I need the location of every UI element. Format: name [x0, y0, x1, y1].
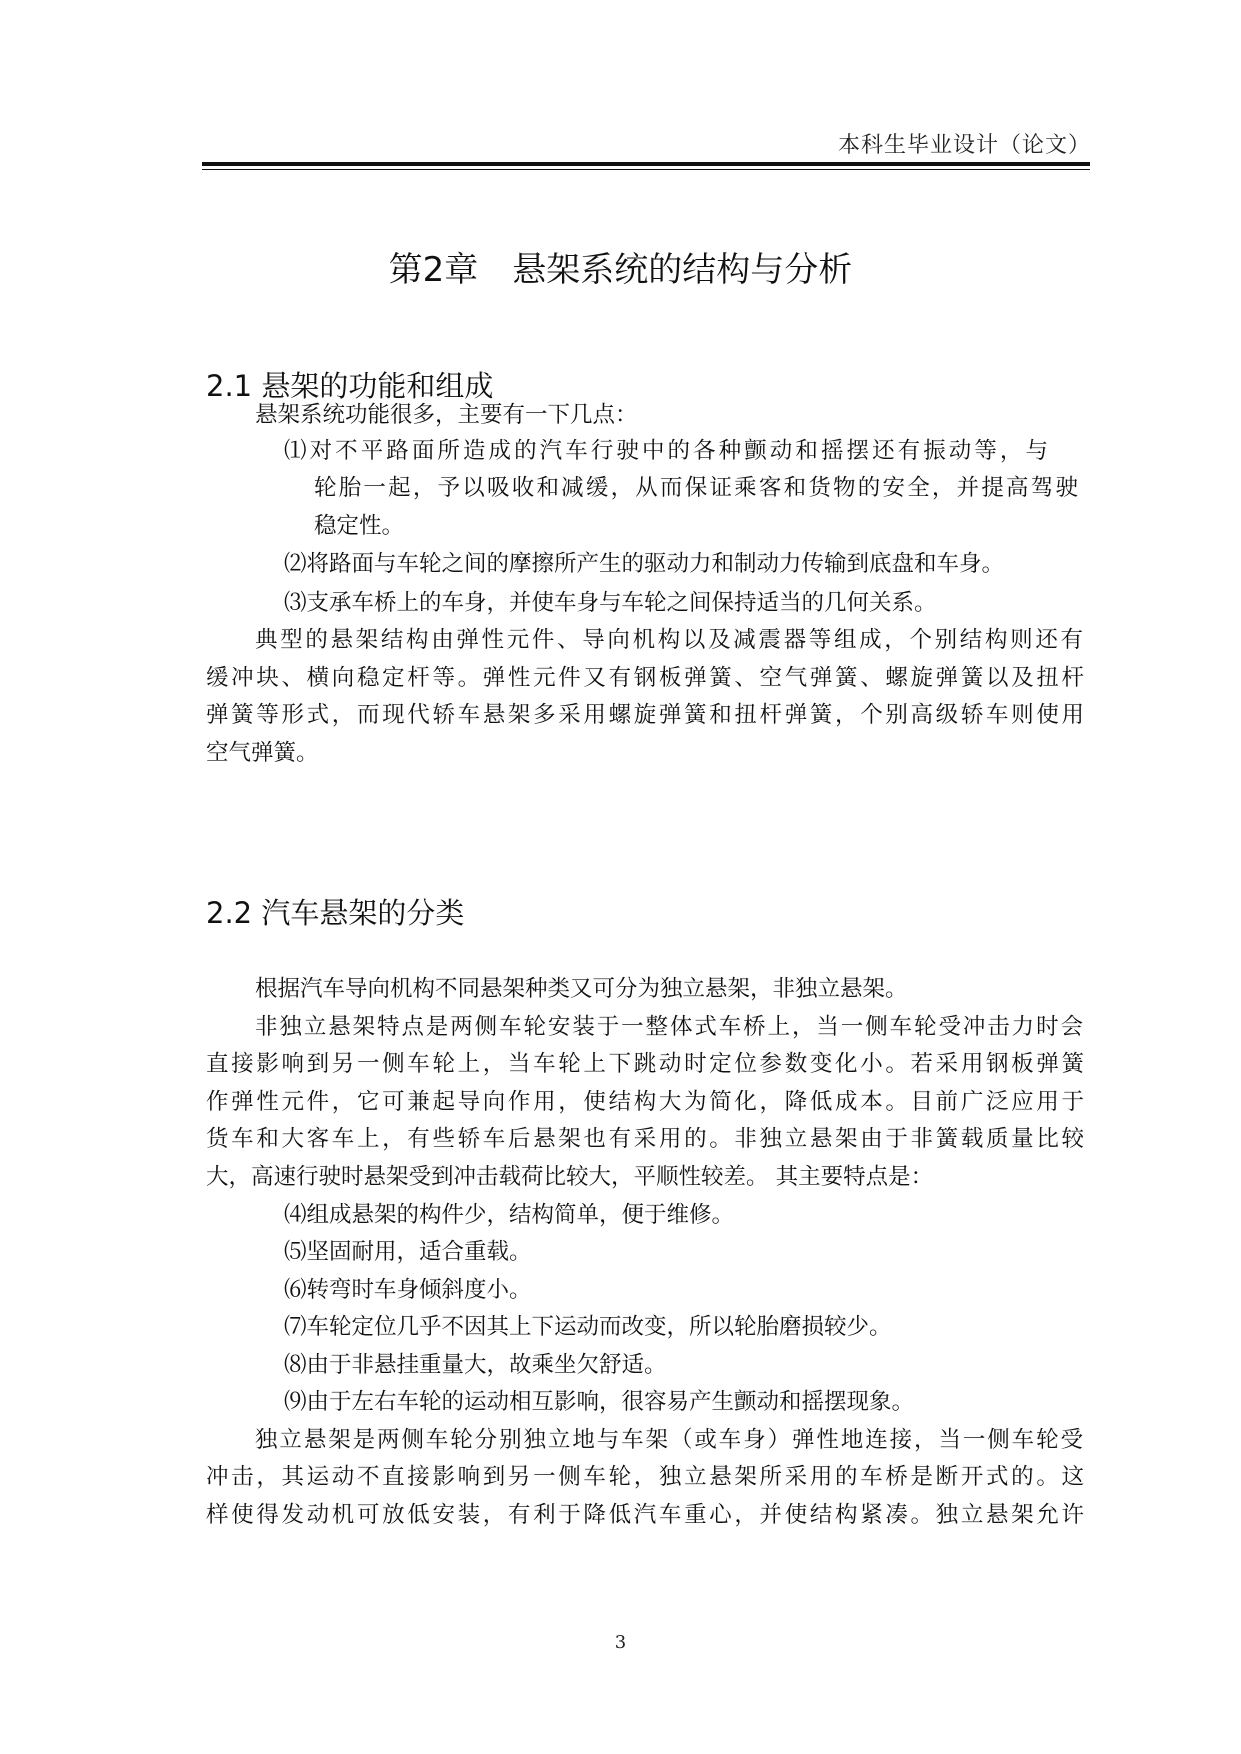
chapter-title: 第2章 悬架系统的结构与分析: [388, 250, 853, 290]
paragraph-3-line-2: 冲击，其运动不直接影响到另一侧车轮，独立悬架所采用的车桥是断开式的。这: [206, 1464, 1084, 1490]
paragraph-1-line-1: 典型的悬架结构由弹性元件、导向机构以及减震器等组成，个别结构则还有: [255, 627, 1083, 653]
section-2-intro: 根据汽车导向机构不同悬架种类又可分为独立悬架，非独立悬架。: [255, 976, 908, 1002]
header-text: 本科生毕业设计（论文）: [837, 133, 1091, 158]
list-item-9: ⑼由于左右车轮的运动相互影响，很容易产生颤动和摇摆现象。: [284, 1389, 915, 1415]
list-item-4: ⑷组成悬架的构件少，结构简单，便于维修。: [284, 1202, 735, 1228]
list-item-5: ⑸坚固耐用，适合重载。: [284, 1239, 532, 1265]
list-item-1-line-3: 稳定性。: [314, 513, 405, 539]
paragraph-2-line-3: 作弹性元件，它可兼起导向作用，使结构大为简化，降低成本。目前广泛应用于: [206, 1089, 1084, 1115]
paragraph-2-line-5: 大，高速行驶时悬架受到冲击载荷比较大，平顺性较差。 其主要特点是：: [206, 1164, 934, 1190]
list-item-1-line-2: 轮胎一起，予以吸收和减缓，从而保证乘客和货物的安全，并提高驾驶: [314, 475, 1078, 501]
header-rule-thin: [202, 169, 1090, 170]
paragraph-1-line-3: 弹簧等形式，而现代轿车悬架多采用螺旋弹簧和扭杆弹簧，个别高级轿车则使用: [206, 702, 1084, 728]
paragraph-1-line-4: 空气弹簧。: [206, 740, 319, 766]
paragraph-1-line-2: 缓冲块、横向稳定杆等。弹性元件又有钢板弹簧、空气弹簧、螺旋弹簧以及扭杆: [206, 665, 1084, 691]
paragraph-2-line-2: 直接影响到另一侧车轮上，当车轮上下跳动时定位参数变化小。若采用钢板弹簧: [206, 1051, 1084, 1077]
list-item-3: ⑶支承车桥上的车身，并使车身与车轮之间保持适当的几何关系。: [284, 590, 937, 616]
list-item-6: ⑹转弯时车身倾斜度小。: [284, 1277, 532, 1303]
paragraph-2-line-1: 非独立悬架特点是两侧车轮安装于一整体式车桥上，当一侧车轮受冲击力时会: [255, 1014, 1083, 1040]
paragraph-2-line-4: 货车和大客车上，有些轿车后悬架也有采用的。非独立悬架由于非簧载质量比较: [206, 1126, 1084, 1152]
list-item-1-line-1: ⑴对不平路面所造成的汽车行驶中的各种颤动和摇摆还有振动等，与: [284, 438, 1048, 464]
page-number: 3: [614, 1632, 627, 1653]
paragraph-3-line-3: 样使得发动机可放低安装，有利于降低汽车重心，并使结构紧凑。独立悬架允许: [206, 1502, 1084, 1528]
section-1-title: 2.1 悬架的功能和组成: [206, 369, 494, 403]
header-rule-thick: [202, 162, 1090, 166]
list-item-7: ⑺车轮定位几乎不因其上下运动而改变，所以轮胎磨损较少。: [284, 1314, 892, 1340]
list-item-2: ⑵将路面与车轮之间的摩擦所产生的驱动力和制动力传输到底盘和车身。: [284, 551, 1005, 577]
paragraph-3-line-1: 独立悬架是两侧车轮分别独立地与车架（或车身）弹性地连接，当一侧车轮受: [255, 1427, 1083, 1453]
section-1-intro: 悬架系统功能很多，主要有一下几点：: [255, 402, 638, 428]
section-2-title: 2.2 汽车悬架的分类: [206, 896, 465, 930]
list-item-8: ⑻由于非悬挂重量大，故乘坐欠舒适。: [284, 1352, 667, 1378]
